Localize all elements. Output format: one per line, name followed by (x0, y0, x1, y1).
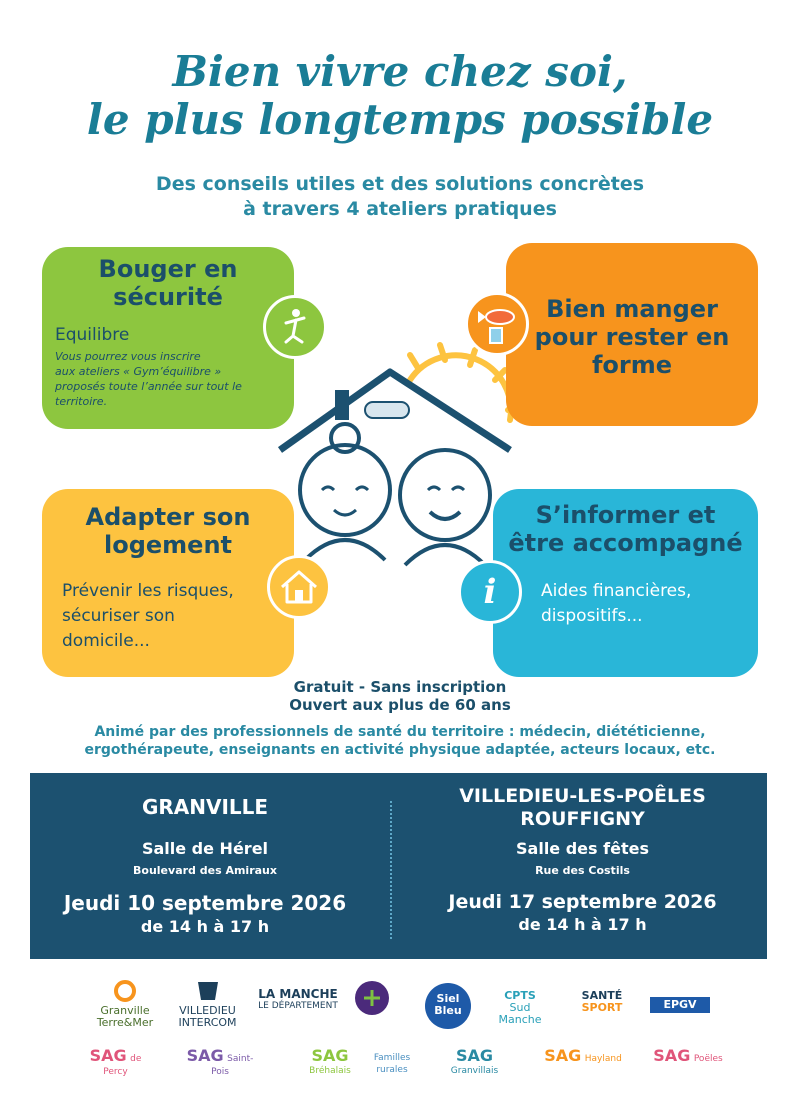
event-time: de 14 h à 17 h (140, 917, 270, 936)
logo-line-1: SAG (89, 1046, 127, 1065)
card-bien-manger (506, 243, 758, 426)
gym-balance-icon (263, 295, 327, 359)
logo-line-1: CPTS (504, 989, 536, 1002)
logo-line-2: Granvillais (450, 1066, 499, 1076)
logo-sag-granvillais (432, 1046, 517, 1077)
card-title-line-2: sécurité (113, 283, 223, 311)
logo-villedieu (170, 980, 245, 1029)
logo-line-2: LE DÉPARTEMENT (258, 1001, 338, 1011)
logo-epgv (650, 985, 710, 1013)
card-text-line-1: Prévenir les risques, (62, 581, 234, 601)
logo-line-2: SPORT (581, 1001, 623, 1014)
card-text (62, 579, 234, 654)
event-city-line-2: ROUFFIGNY (520, 808, 645, 830)
card-text-line-1: Aides financières, (541, 581, 692, 601)
logo-line-2: Bréhalais (309, 1066, 351, 1076)
logo-sante-sport (572, 990, 632, 1014)
logo-line-1: SAG (455, 1046, 494, 1065)
logo-line-2: Sud Manche (498, 1001, 542, 1026)
event-time: de 14 h à 17 h (518, 915, 647, 934)
card-text-line-2: dispositifs... (541, 606, 643, 626)
logo-line-1: SAG (544, 1046, 582, 1065)
logo-line-1: LA MANCHE (258, 987, 338, 1001)
logo-line-1: SAG (311, 1046, 349, 1065)
card-adapter-logement (42, 489, 294, 677)
event-city-line-1: VILLEDIEU-LES-POÊLES (459, 785, 706, 807)
logo-line-2: Hayland (584, 1054, 622, 1064)
card-subheading: Equilibre (55, 325, 130, 345)
card-text-line-4: territoire. (55, 395, 108, 408)
logo-line-2: Saint-Pois (211, 1054, 254, 1077)
card-text (55, 349, 242, 409)
logo-line-1: EPGV (650, 997, 710, 1013)
event-venue: Salle des fêtes (516, 839, 649, 858)
card-title-line-1: S’informer et (535, 501, 716, 529)
logo-sag-brehalais (290, 1046, 370, 1077)
card-informer (493, 489, 758, 677)
title-line-1: Bien vivre chez soi, (172, 47, 628, 96)
logo-line-2: de Percy (103, 1054, 142, 1077)
logo-line-2: Poëles (693, 1054, 723, 1064)
event-divider (390, 801, 392, 939)
logo-line-1: Granville (100, 1004, 150, 1017)
logo-line-1: SANTÉ (581, 989, 623, 1002)
card-bouger-securite (42, 247, 294, 429)
logo-line-1: SAG (186, 1046, 224, 1065)
fish-water-icon (465, 292, 529, 356)
logo-sag-saint-pois (180, 1046, 260, 1078)
logo-line-2: Bleu (434, 1004, 462, 1017)
logo-line-2: rurales (376, 1065, 408, 1075)
logo-line-1: Familles (373, 1053, 411, 1063)
card-title-line-1: Adapter son (85, 503, 251, 531)
logo-line-1: Siel (436, 992, 460, 1005)
event-city: GRANVILLE (141, 795, 269, 819)
logo-purple-badge (352, 980, 392, 1019)
card-text (541, 579, 691, 629)
logo-sag-poeles (648, 1046, 728, 1065)
card-title-line-2: pour rester en (534, 323, 730, 351)
event-date: Jeudi 10 septembre 2026 (63, 891, 347, 915)
logo-granville (90, 980, 160, 1029)
event-street: Rue des Costils (535, 864, 630, 877)
house-icon (267, 555, 331, 619)
event-villedieu (398, 785, 767, 934)
ouvert-text: Ouvert aux plus de 60 ans (289, 696, 511, 714)
logo-familles-rurales (372, 1052, 412, 1076)
event-granville (30, 795, 380, 936)
card-text-line-3: domicile... (62, 631, 150, 651)
logo-la-manche (258, 988, 338, 1012)
card-text-line-2: aux ateliers « Gym’équilibre » (55, 365, 222, 378)
card-text-line-1: Vous pourrez vous inscrire (55, 350, 201, 363)
event-venue: Salle de Hérel (141, 839, 269, 858)
event-date: Jeudi 17 septembre 2026 (448, 891, 717, 913)
info-icon: i (458, 560, 522, 624)
card-title-line-2: être accompagné (508, 529, 743, 557)
subtitle-line-1: Des conseils utiles et des solutions concrètes (155, 173, 645, 195)
events-band (30, 773, 767, 959)
card-text-line-3: proposés toute l’année sur tout le (55, 380, 242, 393)
logo-sag-hayland (543, 1046, 623, 1065)
subtitle-line-2: à travers 4 ateliers pratiques (243, 198, 557, 220)
logo-sag-percy (78, 1046, 153, 1078)
card-title-line-1: Bien manger (546, 295, 718, 323)
gratuit-text: Gratuit - Sans inscription (293, 678, 507, 696)
card-title-line-2: logement (103, 531, 232, 559)
logo-line-1: SAG (653, 1046, 691, 1065)
logo-cpts (490, 990, 550, 1026)
card-text-line-2: sécuriser son (62, 606, 175, 626)
logo-line-2: Terre&Mer (96, 1016, 154, 1029)
logo-siel-bleu (425, 983, 471, 1029)
logo-line-1: VILLEDIEU (179, 1004, 236, 1017)
anime-line-1: Animé par des professionnels de santé du territoire : médecin, diététicienne, (94, 724, 706, 740)
anime-line-2: ergothérapeute, enseignants en activité physique adaptée, acteurs locaux, etc. (84, 742, 716, 758)
card-title-line-1: Bouger en (98, 255, 238, 283)
title-line-2: le plus longtemps possible (86, 95, 714, 144)
card-title-line-3: forme (591, 351, 673, 379)
logo-line-2: INTERCOM (178, 1016, 237, 1029)
event-street: Boulevard des Amiraux (133, 864, 277, 877)
